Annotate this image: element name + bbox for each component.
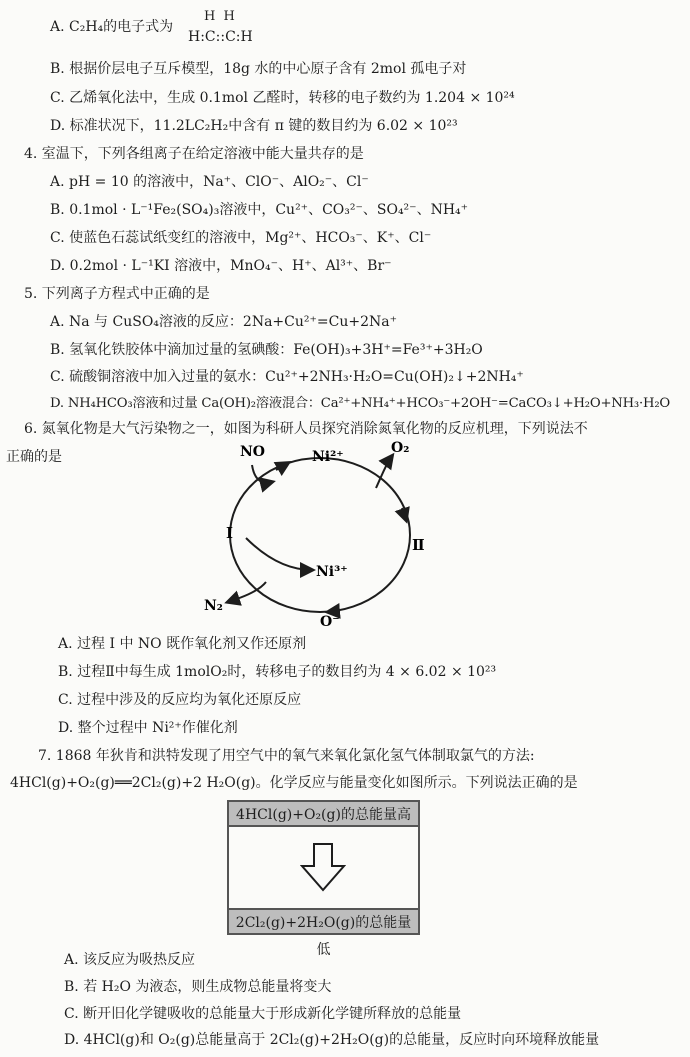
q7-option-b: B. 若 H₂O 为液态，则生成物总能量将变大 — [64, 979, 332, 995]
q6-option-d: D. 整个过程中 Ni²⁺作催化剂 — [58, 720, 238, 736]
diagram-label-no: NO — [240, 444, 265, 460]
q7-option-c: C. 断开旧化学键吸收的总能量大于形成新化学键所释放的总能量 — [64, 1006, 462, 1022]
q6-stem-line1: 6. 氮氧化物是大气污染物之一，如图为科研人员探究消除氮氧化物的反应机理，下列说法不 — [24, 421, 588, 437]
q6-stem-line2: 正确的是 — [6, 449, 62, 465]
q3-option-a: A. C₂H₄的电子式为 — [50, 19, 174, 35]
diagram-label-process-1: I — [226, 524, 234, 542]
q5-option-d: D. NH₄HCO₃溶液和过量 Ca(OH)₂溶液混合：Ca²⁺+NH₄⁺+HCO₃⁻+2OH⁻=CaCO₃↓+H₂O+NH₃·H₂O — [50, 396, 671, 411]
q5-stem: 5. 下列离子方程式中正确的是 — [24, 286, 210, 302]
q3-formula-top: H H — [204, 9, 237, 24]
q3-formula-bottom: H:C::C:H — [188, 29, 253, 45]
diagram-label-n2: N₂ — [204, 598, 223, 614]
ni3-branch-arrow — [246, 538, 312, 570]
diagram-label-ni2: Ni²⁺ — [312, 449, 344, 465]
q4-option-d: D. 0.2mol · L⁻¹KI 溶液中，MnO₄⁻、H⁺、Al³⁺、Br⁻ — [50, 258, 392, 274]
diagram-label-ni3: Ni³⁺ — [316, 564, 348, 580]
down-arrow-icon — [300, 842, 346, 892]
q4-option-c: C. 使蓝色石蕊试纸变红的溶液中，Mg²⁺、HCO₃⁻、K⁺、Cl⁻ — [50, 230, 432, 246]
q3-option-d: D. 标准状况下，11.2LC₂H₂中含有 π 键的数目约为 6.02 × 10²³ — [50, 118, 458, 134]
q7-stem-line2: 4HCl(g)+O₂(g)══2Cl₂(g)+2 H₂O(g)。化学反应与能量变化如图所示。下列说法正确的是 — [10, 775, 578, 791]
q6-option-b: B. 过程Ⅱ中每生成 1molO₂时，转移电子的数目约为 4 × 6.02 × 10²³ — [58, 664, 497, 680]
diagram-label-o-minus: O⁻ — [320, 614, 340, 630]
q5-option-b: B. 氢氧化铁胶体中滴加过量的氢碘酸：Fe(OH)₃+3H⁺=Fe³⁺+3H₂O — [50, 342, 483, 358]
q3-option-c: C. 乙烯氧化法中，生成 0.1mol 乙醛时，转移的电子数约为 1.204 × 10²⁴ — [50, 90, 515, 106]
energy-box-products: 2Cl₂(g)+2H₂O(g)的总能量低 — [227, 908, 420, 935]
q4-option-a: A. pH = 10 的溶液中，Na⁺、ClO⁻、AlO₂⁻、Cl⁻ — [50, 174, 369, 190]
q4-option-b: B. 0.1mol · L⁻¹Fe₂(SO₄)₃溶液中，Cu²⁺、CO₃²⁻、SO₄²⁻、NH₄⁺ — [50, 202, 469, 218]
q3-option-b: B. 根据价层电子互斥模型，18g 水的中心原子含有 2mol 孤电子对 — [50, 61, 467, 77]
q6-option-a: A. 过程 I 中 NO 既作氧化剂又作还原剂 — [58, 636, 307, 652]
q7-option-a: A. 该反应为吸热反应 — [64, 952, 196, 968]
q5-option-c: C. 硫酸铜溶液中加入过量的氨水：Cu²⁺+2NH₃·H₂O=Cu(OH)₂↓+2NH₄⁺ — [50, 369, 524, 385]
diagram-label-process-2: Ⅱ — [412, 536, 425, 554]
cycle-arrow-bottom — [328, 611, 340, 612]
q4-stem: 4. 室温下，下列各组离子在给定溶液中能大量共存的是 — [24, 146, 364, 162]
q7-stem-line1: 7. 1868 年狄肯和洪特发现了用空气中的氧气来氧化氯化氢气体制取氯气的方法: — [38, 748, 535, 764]
q7-option-d: D. 4HCl(g)和 O₂(g)总能量高于 2Cl₂(g)+2H₂O(g)的总能量，反应时向环境释放能量 — [64, 1032, 600, 1048]
reaction-mechanism-diagram — [180, 430, 460, 630]
diagram-label-o2: O₂ — [391, 440, 410, 456]
energy-box-reactants: 4HCl(g)+O₂(g)的总能量高 — [227, 800, 420, 827]
no-input-arrow — [252, 465, 272, 483]
o2-output-arrow — [376, 456, 392, 488]
q6-option-c: C. 过程中涉及的反应均为氧化还原反应 — [58, 692, 302, 708]
q5-option-a: A. Na 与 CuSO₄溶液的反应：2Na+Cu²⁺=Cu+2Na⁺ — [50, 314, 397, 330]
